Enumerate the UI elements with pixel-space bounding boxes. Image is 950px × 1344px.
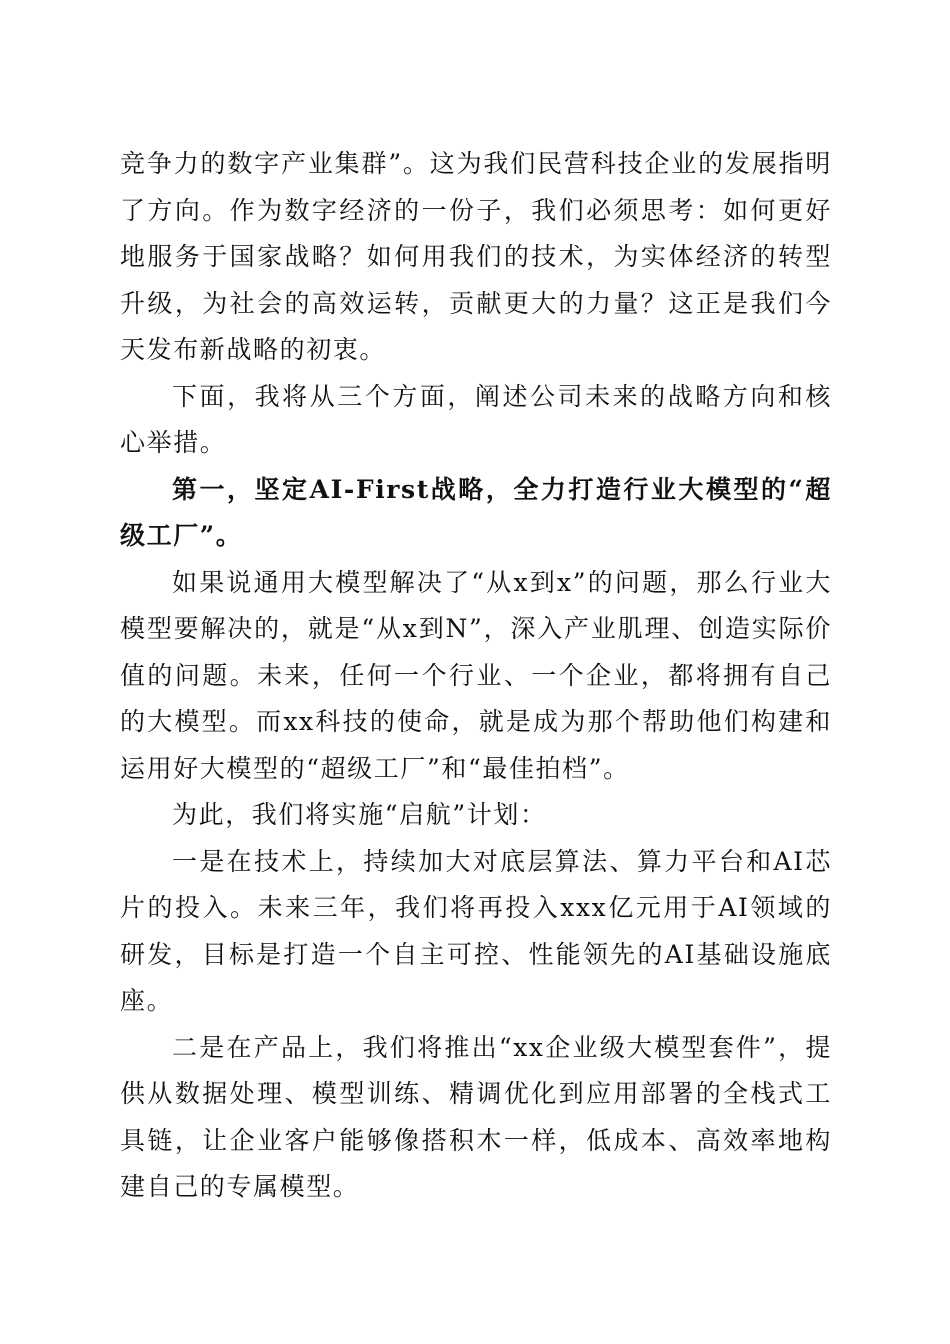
- paragraph-intro-aspects: 下面，我将从三个方面，阐述公司未来的战略方向和核心举措。: [120, 381, 832, 457]
- document-body: [120, 141, 832, 1211]
- paragraph-technology: 一是在技术上，持续加大对底层算法、算力平台和AI芯片的投入。未来三年，我们将再投入xxx亿元用于AI领域的研发，目标是打造一个自主可控、性能领先的AI基础设施底座。: [120, 846, 832, 1015]
- section-heading-first: 第一，坚定AI-First战略，全力打造行业大模型的“超级工厂”。: [120, 474, 832, 550]
- paragraph-industry-models: 如果说通用大模型解决了“从x到x”的问题，那么行业大模型要解决的，就是“从x到N”，深入产业肌理、创造实际价值的问题。未来，任何一个行业、一个企业，都将拥有自己的大模型。而xx科技的使命，就是成为那个帮助他们构建和运用好大模型的“超级工厂”和“最佳拍档”。: [120, 567, 832, 783]
- paragraph-plan-intro: 为此，我们将实施“启航”计划：: [172, 800, 547, 829]
- paragraph-product: 二是在产品上，我们将推出“xx企业级大模型套件”，提供从数据处理、模型训练、精调优化到应用部署的全栈式工具链，让企业客户能够像搭积木一样，低成本、高效率地构建自己的专属模型。: [120, 1032, 832, 1201]
- paragraph-continuation: 竞争力的数字产业集群”。这为我们民营科技企业的发展指明了方向。作为数字经济的一份子，我们必须思考：如何更好地服务于国家战略？如何用我们的技术，为实体经济的转型升级，为社会的高效运转，贡献更大的力量？这正是我们今天发布新战略的初衷。: [120, 149, 832, 364]
